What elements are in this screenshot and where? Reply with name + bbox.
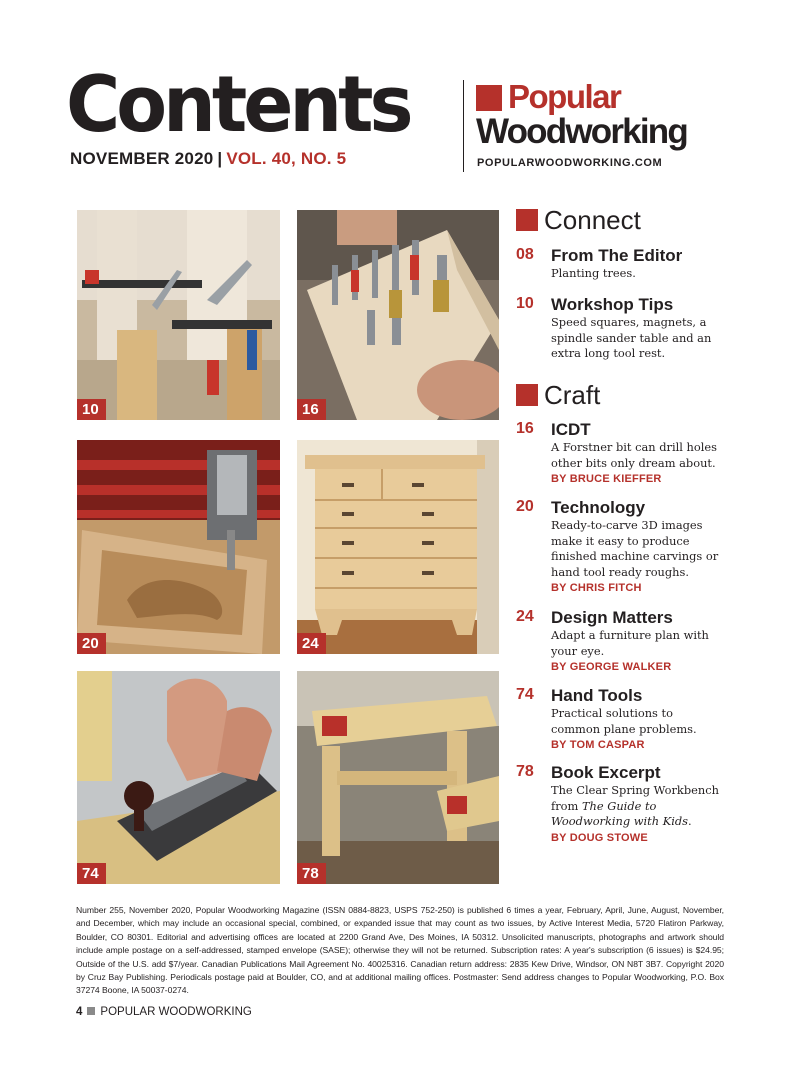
photo-workbench [297,671,499,884]
toc-byline: BY TOM CASPAR [551,739,645,752]
logo-square-icon [476,85,502,111]
chest-of-drawers-photo [297,440,499,654]
issue-line [70,149,346,169]
toc-description [551,783,721,846]
cnc-carving-photo [77,440,280,654]
toc-description [551,518,721,597]
photo-clamps-workbench [77,210,280,420]
photo-badge: 16 [297,399,326,420]
toc-title: Workshop Tips [551,295,674,314]
section-heading-label: Connect [544,205,641,235]
photo-badge: 10 [77,399,106,420]
toc-page-number: 20 [516,498,534,515]
toc-title: Hand Tools [551,686,643,705]
toc-description-text: Practical solutions to common plane problems. [551,706,697,736]
toc-title: ICDT [551,420,591,439]
toc-description-text: Speed squares, magnets, a spindle sander table and an extra long tool rest. [551,315,712,361]
toc-title: Technology [551,498,646,517]
publication-statement: Number 255, November 2020, Popular Woodworking Magazine (ISSN 0884-8823, USPS 752-250) is published 6 times a year, February, April, June, August, November, and December, which may include an occasional special, combined, or expanded issue that may count as two issues, by Active Interest Media, 5720 Flatiron Parkway, Boulder, CO 80301. Editorial and advertising offices are located at 2200 Grand Ave, Des Moines, IA 50312. Unsolicited manuscripts, photographs and artwork should include ample postage on a self-addressed, stamped envelope (SASE); otherwise they will not be returned. Subscription rates: A year's subscription (6 issues) is $24.95; Outside of the U.S. add $7/year. Canadian Publications Mail Agreement No. 40025316. Canadian return address: 2835 Kew Drive, Windsor, ON N8T 3B7. Copyright 2020 by Cruz Bay Publishing. Periodicals postage paid at Boulder, CO, and at additional mailing offices. Postmaster: Send address changes to Popular Woodworking, P.O. Box 37274 Boone, IA 50037-0274. [76,905,724,996]
toc-description [551,706,721,754]
toc-title: Book Excerpt [551,763,661,782]
toc-byline: BY BRUCE KIEFFER [551,473,662,486]
issue-separator: | [217,149,223,168]
toc-page-number: 08 [516,246,534,263]
toc-page-number: 16 [516,420,534,437]
folio-square-icon [87,1007,95,1015]
page-title: Contents [66,59,410,151]
toc-byline: BY CHRIS FITCH [551,582,642,595]
toc-page-number: 78 [516,763,534,780]
toc-page-number: 10 [516,295,534,312]
hand-plane-photo [77,671,280,884]
section-square-icon [516,209,538,231]
photo-badge: 78 [297,863,326,884]
toc-page-number: 24 [516,608,534,625]
website-url[interactable]: POPULARWOODWORKING.COM [477,157,663,169]
toc-description [551,440,721,488]
issue-volume: VOL. 40, NO. 5 [226,149,347,168]
toc-byline: BY DOUG STOWE [551,831,648,844]
toc-description-text: The Clear Spring Workbench from [551,783,719,813]
toc-description-text: A Forstner bit can drill holes other bits only dream about. [551,440,717,470]
section-heading-connect [516,207,641,233]
toc-title: Design Matters [551,608,673,627]
photo-forstner-bits [297,210,499,420]
photo-badge: 20 [77,633,106,654]
issue-date: NOVEMBER 2020 [70,149,214,168]
toc-description-text: Adapt a furniture plan with your eye. [551,628,709,658]
section-square-icon [516,384,538,406]
folio-page-number: 4 [76,1006,83,1018]
photo-badge: 74 [77,863,106,884]
workbench-photo [297,671,499,884]
section-heading-label: Craft [544,380,601,410]
toc-description [551,315,721,362]
photo-chest-of-drawers [297,440,499,654]
toc-book-title: The Guide to Woodworking with Kids [551,798,689,829]
photo-badge: 24 [297,633,326,654]
folio-publication: POPULAR WOODWORKING [100,1006,252,1018]
clamps-workbench-photo [77,210,280,420]
page-folio [76,1006,252,1018]
toc-byline: BY GEORGE WALKER [551,661,672,674]
photo-hand-plane [77,671,280,884]
toc-description [551,628,721,676]
header-divider [463,80,464,172]
toc-description [551,266,721,282]
section-heading-craft [516,382,600,408]
toc-page-number: 74 [516,686,534,703]
logo-line-popular: Popular [508,78,621,115]
toc-description-end: . [688,814,692,829]
photo-cnc-carving [77,440,280,654]
forstner-bits-photo [297,210,499,420]
toc-description-text: Planting trees. [551,266,636,280]
logo-line-woodworking: Woodworking [476,112,687,151]
toc-description-text: Ready-to-carve 3D images make it easy to produce finished machine carvings or hand tool ready roughs. [551,518,719,579]
toc-title: From The Editor [551,246,683,265]
